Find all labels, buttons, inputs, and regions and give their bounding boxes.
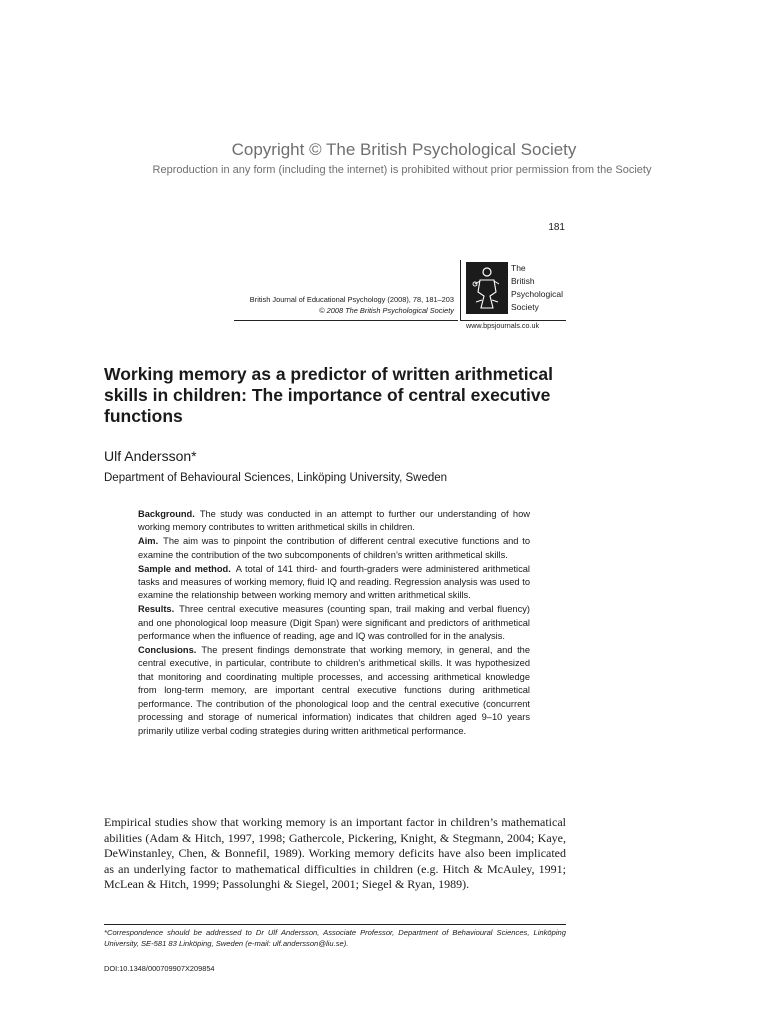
doi: DOI:10.1348/000709907X209854 <box>104 964 215 973</box>
journal-citation: British Journal of Educational Psychology (2008), 78, 181–203 <box>249 295 454 304</box>
page-number: 181 <box>548 222 565 233</box>
abstract-heading: Aim. <box>138 536 159 547</box>
publisher-name-line: Society <box>511 302 539 312</box>
abstract <box>138 508 530 738</box>
correspondence-footnote: *Correspondence should be addressed to Dr Ulf Andersson, Associate Professor, Department of Behavioural Sciences, Linköping University, SE-581 83 Linköping, Sweden (e-mail: ulf.andersson@liu.se). <box>104 928 566 949</box>
publisher-name-line: British <box>511 276 535 286</box>
abstract-section <box>138 535 530 562</box>
publisher-website-link[interactable]: www.bpsjournals.co.uk <box>466 321 540 330</box>
bps-logo-icon <box>466 262 508 314</box>
publisher-name <box>511 262 563 314</box>
article-author: Ulf Andersson* <box>104 448 197 464</box>
abstract-heading: Background. <box>138 509 195 519</box>
abstract-section <box>138 508 530 535</box>
journal-rule <box>234 320 458 321</box>
reproduction-notice: Reproduction in any form (including the internet) is prohibited without prior permission from the Society <box>152 164 652 176</box>
abstract-section <box>138 603 530 643</box>
body-paragraph: Empirical studies show that working memory is an important factor in children’s mathematical abilities (Adam & Hitch, 1997, 1998; Gathercole, Pickering, Knight, & Stegmann, 2004; Kaye, DeWinstanley, Chen, & Bonnefil, 1989). Working memory deficits have also been implicated as an underlying factor to mathematical difficulties in children (e.g. Hitch & McAuley, 1991; McLean & Hitch, 1999; Passolunghi & Siegel, 2001; Siegel & Ryan, 1989). <box>104 815 566 892</box>
journal-copyright: © 2008 The British Psychological Society <box>319 306 454 315</box>
abstract-heading: Results. <box>138 604 175 615</box>
abstract-section <box>138 563 530 603</box>
publisher-name-line: Psychological <box>511 289 563 299</box>
abstract-text: A total of 141 third- and fourth-graders were administered arithmetical tasks and measures of working memory, fluid IQ and reading. Regression analysis was used to examine the relationship between working memory and written arithmetical skills. <box>138 563 530 601</box>
abstract-section <box>138 644 530 738</box>
abstract-text: Three central executive measures (counting span, trail making and verbal fluency) and one phonological loop measure (Digit Span) were significant and predictors of arithmetical performance when the influence of reading, age and IQ was controlled for in the analysis. <box>138 604 530 642</box>
footnote-rule <box>104 924 566 925</box>
copyright-banner: Copyright © The British Psychological Society <box>231 140 577 159</box>
abstract-heading: Conclusions. <box>138 645 197 656</box>
abstract-text: The study was conducted in an attempt to further our understanding of how working memory contributes to written arithmetical skills in children. <box>138 509 530 533</box>
publisher-name-line: The <box>511 263 526 273</box>
logo-divider <box>460 260 461 320</box>
abstract-heading: Sample and method. <box>138 563 231 574</box>
author-affiliation: Department of Behavioural Sciences, Linköping University, Sweden <box>104 472 448 484</box>
abstract-text: The present findings demonstrate that working memory, in general, and the central executive, in particular, contribute to children’s arithmetical skills. It was hypothesized that monitoring and coordinating multiple processes, and accessing arithmetical knowledge from long-term memory, are important central executive functions during arithmetical performance. The contribution of the phonological loop and the central executive (concurrent processing and storage of numerical information) indicates that children aged 9–10 years primarily utilize verbal coding strategies during written arithmetical performance. <box>138 645 530 736</box>
article-title: Working memory as a predictor of written arithmetical skills in children: The importance of central executive functions <box>104 364 553 426</box>
abstract-text: The aim was to pinpoint the contribution of different central executive functions and to examine the contribution of the two subcomponents of children’s written arithmetical skills. <box>138 536 530 560</box>
journal-info <box>250 294 454 316</box>
